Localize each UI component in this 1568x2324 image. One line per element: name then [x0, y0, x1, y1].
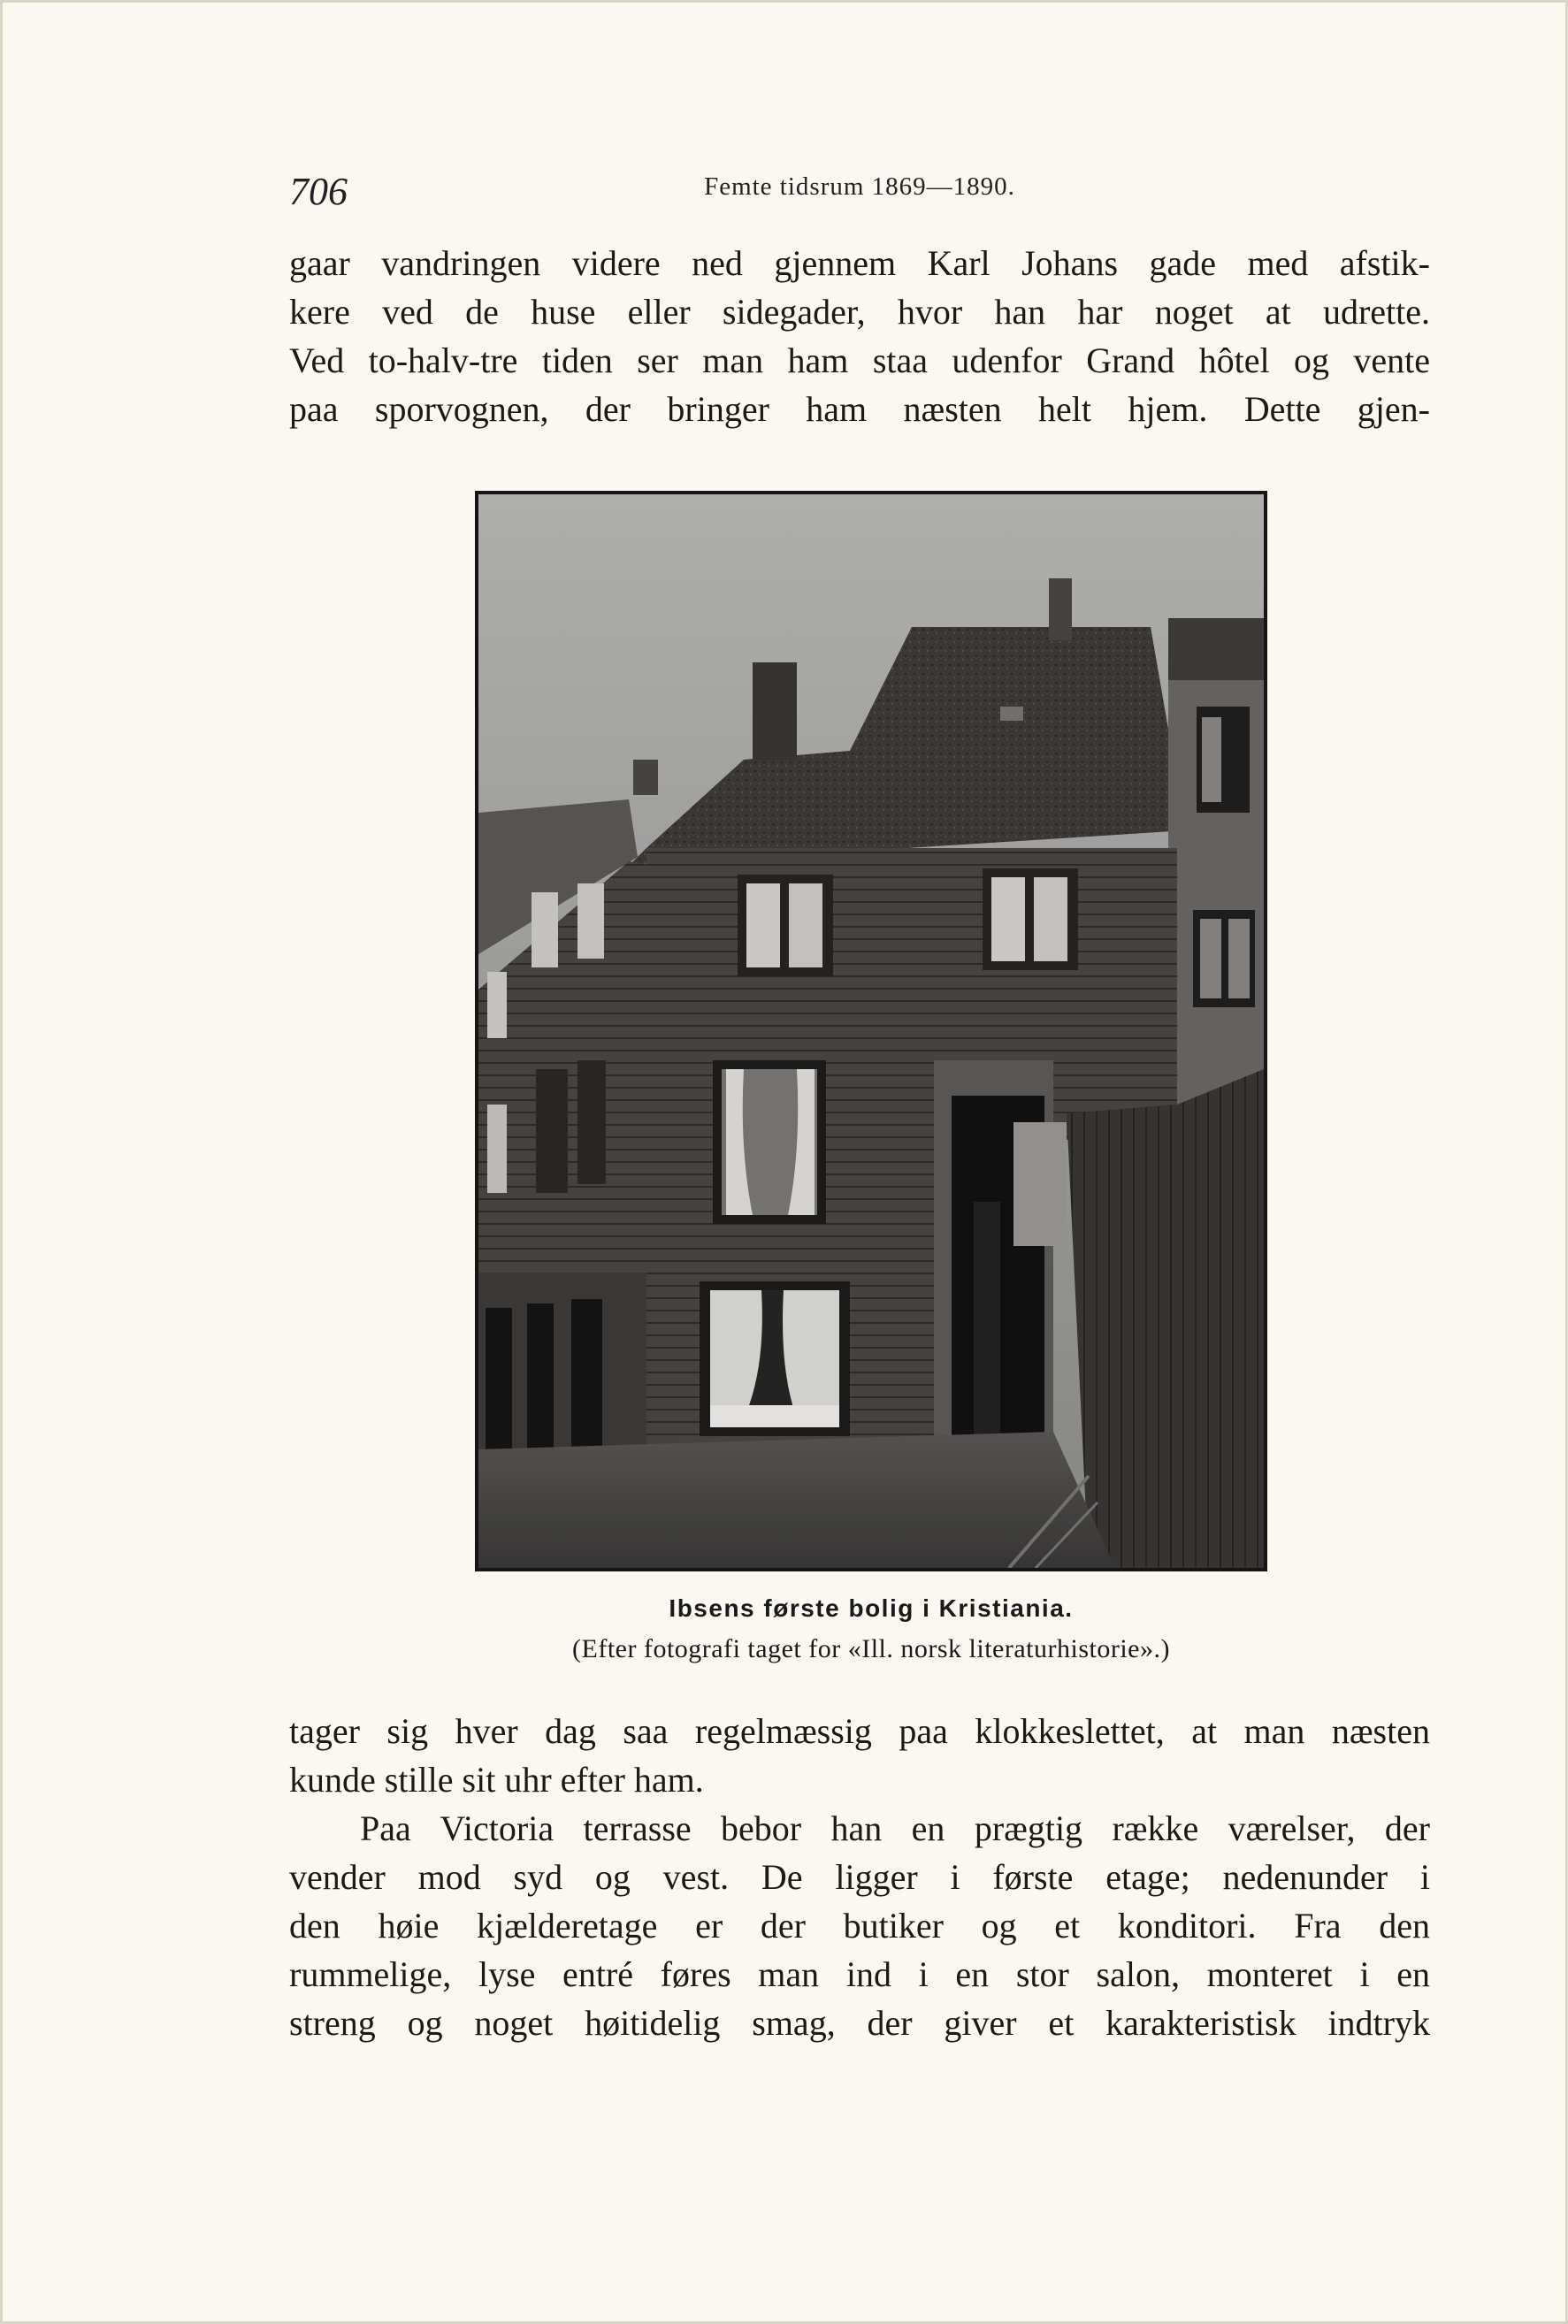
- figure-caption-title: Ibsens første bolig i Kristiania.: [669, 1594, 1074, 1622]
- top-paragraph: [289, 239, 1430, 433]
- text-line: kunde stille sit uhr efter ham.: [289, 1760, 704, 1800]
- bottom-paragraphs: [289, 1707, 1430, 2047]
- running-head: Femte tidsrum 1869—1890.: [704, 172, 1015, 201]
- text-line: streng og noget høitidelig smag, der giver et karakteristisk indtryk: [289, 2003, 1430, 2043]
- text-line: vender mod syd og vest. De ligger i første etage; nedenunder i: [289, 1857, 1430, 1897]
- text-line: den høie kjælderetage er der butiker og et konditori. Fra den: [289, 1906, 1430, 1946]
- text-line: rummelige, lyse entré føres man ind i en stor salon, monteret i en: [289, 1954, 1430, 1994]
- text-line: gaar vandringen videre ned gjennem Karl Johans gade med afstik-: [289, 243, 1430, 283]
- photo-old-wooden-house: [478, 494, 1264, 1568]
- text-line: Ved to-halv-tre tiden ser man ham staa udenfor Grand hôtel og vente: [289, 340, 1430, 380]
- figure-caption-credit: (Efter fotografi taget for «Ill. norsk literaturhistorie».): [572, 1634, 1170, 1663]
- page-header: [289, 164, 1430, 217]
- figure-photo: [475, 491, 1267, 1571]
- text-line: paa sporvognen, der bringer ham næsten helt hjem. Dette gjen-: [289, 389, 1430, 429]
- text-line: Paa Victoria terrasse bebor han en prægtig række værelser, der: [360, 1808, 1430, 1848]
- text-line: tager sig hver dag saa regelmæssig paa klokkeslettet, at man næsten: [289, 1711, 1430, 1751]
- text-line: kere ved de huse eller sidegader, hvor han har noget at udrette.: [289, 292, 1430, 332]
- page-number: 706: [289, 170, 348, 213]
